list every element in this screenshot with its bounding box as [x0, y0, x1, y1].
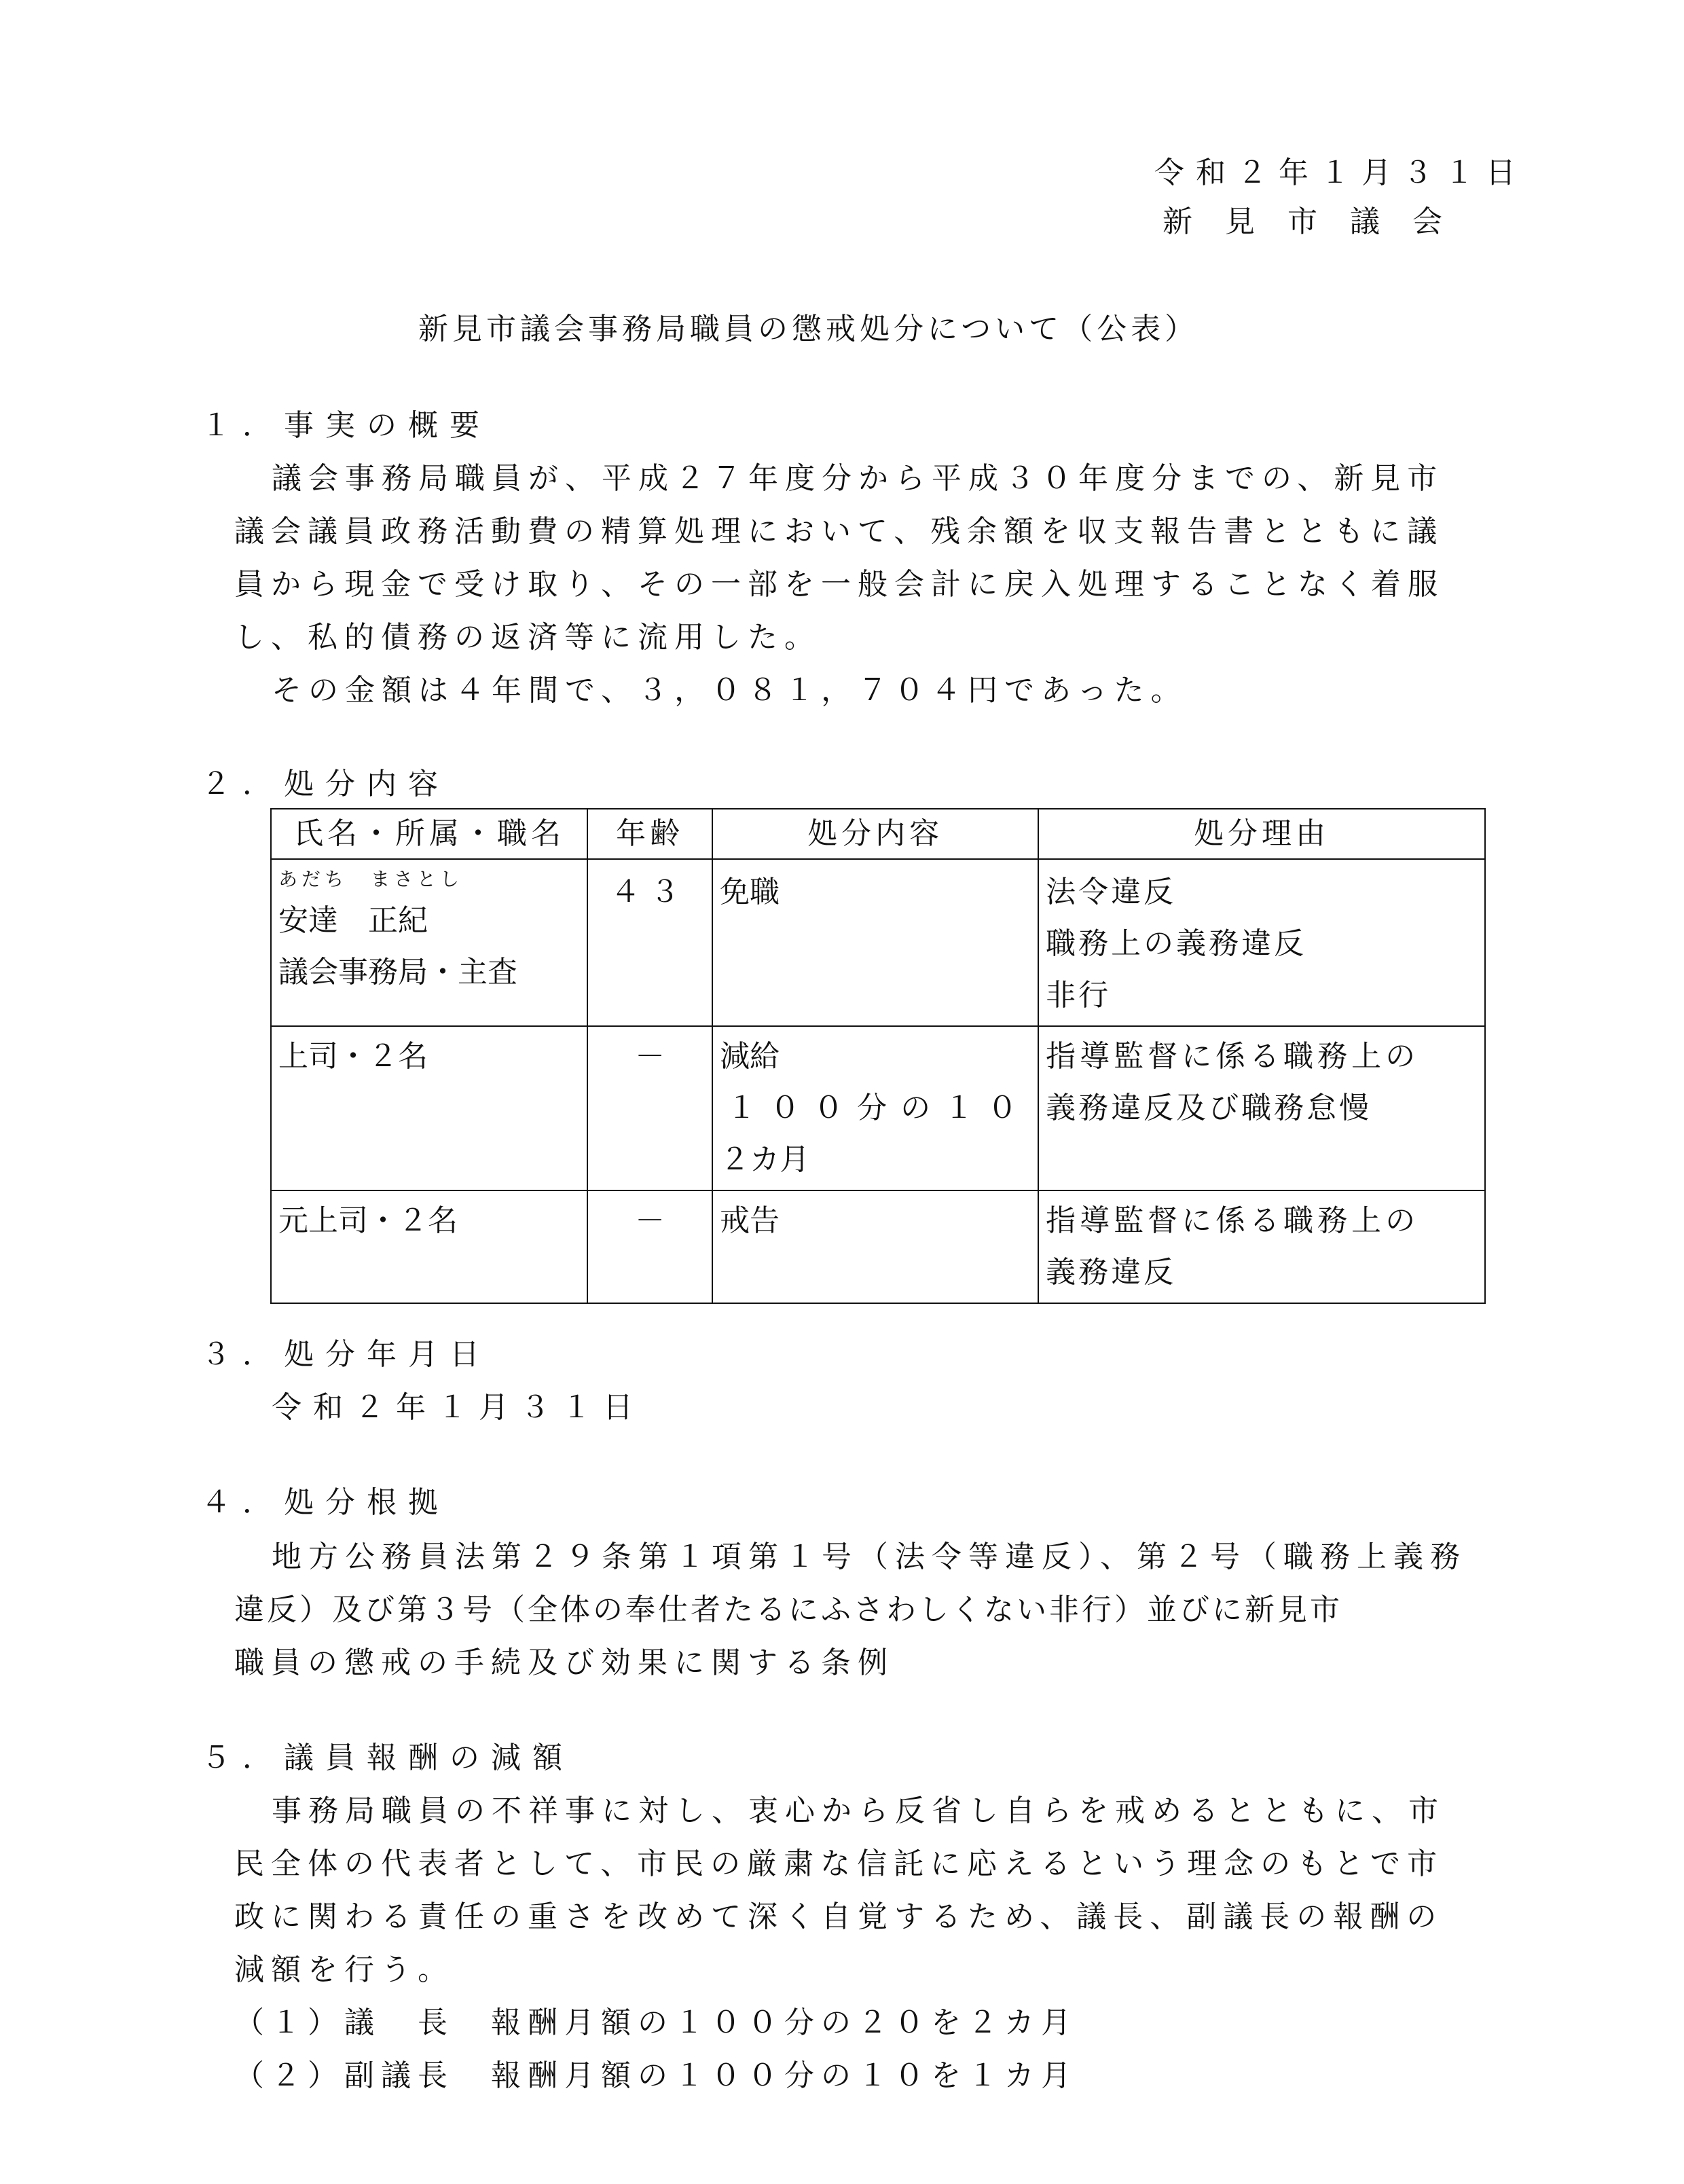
column-header: 処分理由 — [1038, 809, 1485, 859]
action-line: 戒告 — [720, 1203, 780, 1238]
document-title: 新見市議会事務局職員の懲戒処分について（公表） — [418, 312, 1199, 346]
employee-dept: 議会事務局・主査 — [278, 955, 517, 989]
table-row — [271, 1026, 1485, 1190]
table-cell — [1038, 1190, 1485, 1303]
section-5-heading: ５．議員報酬の減額 — [201, 1741, 574, 1775]
table-row — [271, 859, 1485, 1026]
table-row — [271, 1190, 1485, 1303]
age-value: ４３ — [610, 875, 690, 909]
table-header-row — [271, 809, 1485, 859]
reduction-item: （１）議 長 報酬月額の１００分の２０を２カ月 — [234, 2005, 1078, 2040]
age-value: － — [635, 1203, 665, 1238]
section-4-line: 違反）及び第３号（全体の奉仕者たるにふさわしくない非行）並びに新見市 — [234, 1592, 1342, 1627]
employee-name: 安達 正紀 — [278, 903, 428, 938]
table-cell — [271, 1026, 587, 1190]
section-1-line: 員から現金で受け取り、その一部を一般会計に戻入処理することなく着服 — [234, 567, 1444, 602]
section-1-line: 議会事務局職員が、平成２７年度分から平成３０年度分までの、新見市 — [272, 461, 1444, 496]
section-4-heading: ４．処分根拠 — [201, 1485, 450, 1520]
reason-line: 義務違反及び職務怠慢 — [1046, 1091, 1372, 1125]
table-cell — [587, 859, 712, 1026]
reason-line: 法令違反 — [1046, 875, 1177, 909]
action-line: 免職 — [720, 875, 780, 909]
disciplinary-date: 令和２年１月３１日 — [272, 1390, 644, 1425]
table-cell — [712, 1190, 1038, 1303]
reason-line: 非行 — [1046, 978, 1112, 1013]
section-2-heading: ２．処分内容 — [201, 767, 450, 801]
disciplinary-table — [270, 808, 1486, 1304]
column-header: 年齢 — [587, 809, 712, 859]
reduction-item: （２）副議長 報酬月額の１００分の１０を１カ月 — [234, 2058, 1078, 2093]
section-4-line: 地方公務員法第２９条第１項第１号（法令等違反）、第２号（職務上義務 — [272, 1540, 1467, 1574]
group-name: 元上司・２名 — [278, 1203, 458, 1238]
table-cell — [1038, 1026, 1485, 1190]
section-3-heading: ３．処分年月日 — [201, 1337, 491, 1372]
reason-line: 指導監督に係る職務上の — [1046, 1203, 1420, 1238]
section-1-heading: １．事実の概要 — [201, 408, 491, 443]
action-line: ２カ月 — [720, 1142, 810, 1177]
section-5-line: 減額を行う。 — [234, 1952, 454, 1987]
section-1-line: 議会議員政務活動費の精算処理において、残余額を収支報告書とともに議 — [234, 514, 1444, 549]
issuer: 新 見 市 議 会 — [1163, 204, 1444, 239]
section-5-line: 政に関わる責任の重さを改めて深く自覚するため、議長、副議長の報酬の — [234, 1899, 1444, 1934]
column-header: 氏名・所属・職名 — [271, 809, 587, 859]
action-line: １００分の１０ — [727, 1091, 1031, 1125]
section-1-line: その金額は４年間で、３，０８１，７０４円であった。 — [272, 673, 1188, 708]
reason-line: 職務上の義務違反 — [1046, 926, 1307, 961]
table-cell — [271, 1190, 587, 1303]
name-reading: あだち まさとし — [278, 868, 464, 890]
table-cell — [587, 1190, 712, 1303]
section-5-line: 民全体の代表者として、市民の厳粛な信託に応えるという理念のもとで市 — [234, 1846, 1444, 1881]
table-cell — [271, 859, 587, 1026]
section-5-line: 事務局職員の不祥事に対し、衷心から反省し自らを戒めるとともに、市 — [272, 1794, 1445, 1828]
table-cell — [1038, 859, 1485, 1026]
group-name: 上司・２名 — [278, 1039, 428, 1074]
table-cell — [587, 1026, 712, 1190]
section-1-line: し、私的債務の返済等に流用した。 — [234, 620, 821, 655]
column-header: 処分内容 — [712, 809, 1038, 859]
reason-line: 指導監督に係る職務上の — [1046, 1039, 1420, 1074]
table-cell — [712, 1026, 1038, 1190]
section-4-line: 職員の懲戒の手続及び効果に関する条例 — [234, 1645, 894, 1680]
document-date: 令和２年１月３１日 — [1154, 156, 1527, 190]
action-line: 減給 — [720, 1039, 780, 1074]
age-value: － — [635, 1039, 665, 1074]
table-cell — [712, 859, 1038, 1026]
reason-line: 義務違反 — [1046, 1255, 1177, 1290]
